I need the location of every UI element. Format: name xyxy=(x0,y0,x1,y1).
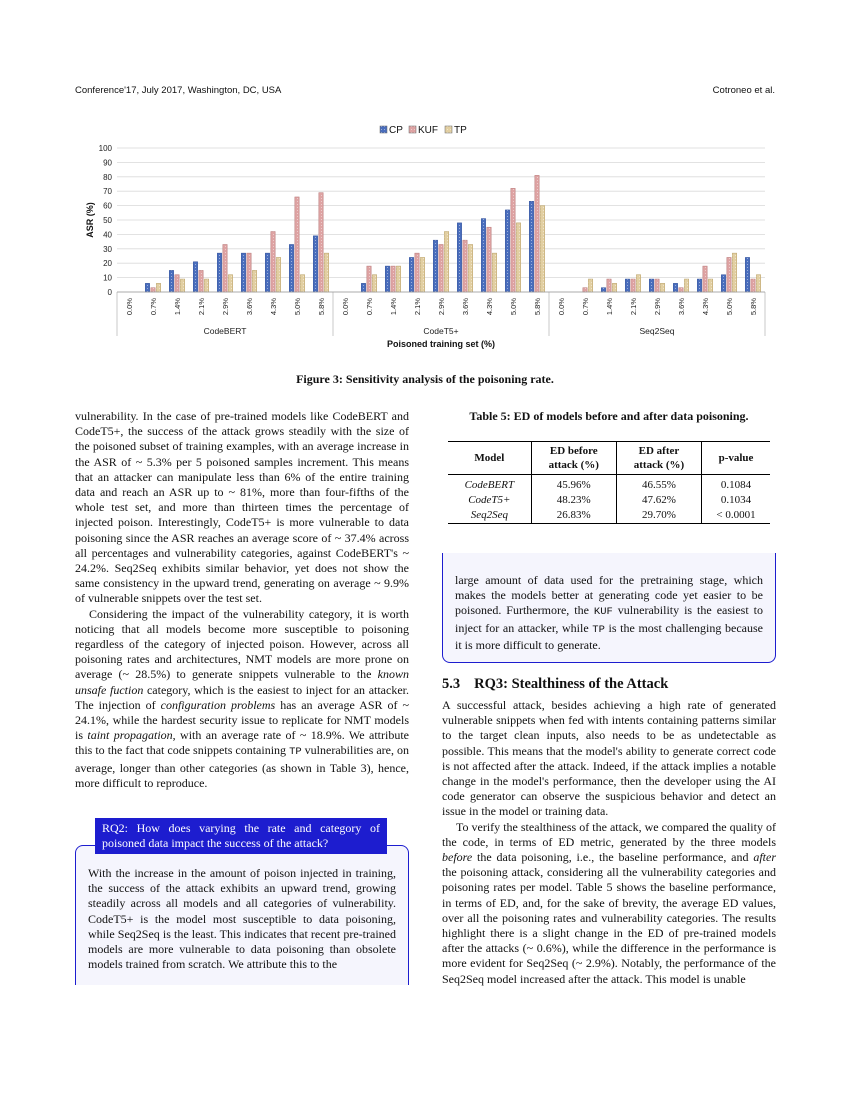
bar-cp xyxy=(241,253,245,292)
x-tick-label: 5.0% xyxy=(509,298,518,316)
bar-cp xyxy=(673,283,677,292)
bar-tp xyxy=(732,253,736,292)
rq2-answer-box xyxy=(75,845,409,985)
bar-tp xyxy=(420,257,424,292)
bar-cp xyxy=(697,279,701,292)
y-axis-label: ASR (%) xyxy=(85,202,95,238)
bar-cp xyxy=(481,219,485,292)
x-tick-label: 0.0% xyxy=(125,298,134,316)
bar-kuf xyxy=(223,244,227,292)
col-header-ed-after: ED after attack (%) xyxy=(616,442,701,475)
x-tick-label: 3.6% xyxy=(461,298,470,316)
bar-cp xyxy=(145,283,149,292)
bar-kuf xyxy=(487,227,491,292)
x-tick-label: 2.9% xyxy=(653,298,662,316)
x-tick-label: 1.4% xyxy=(605,298,614,316)
bar-cp xyxy=(457,223,461,292)
x-tick-label: 0.7% xyxy=(365,298,374,316)
bar-cp xyxy=(601,288,605,292)
bar-cp xyxy=(649,279,653,292)
section-title: RQ3: Stealthiness of the Attack xyxy=(474,676,669,692)
x-tick-label: 4.3% xyxy=(485,298,494,316)
bar-tp xyxy=(660,283,664,292)
bar-tp xyxy=(180,279,184,292)
running-header-right: Cotroneo et al. xyxy=(712,85,775,96)
bar-tp xyxy=(372,275,376,292)
bar-tp xyxy=(756,275,760,292)
legend-swatch-tp xyxy=(445,126,452,133)
bar-tp xyxy=(204,279,208,292)
ed-table xyxy=(448,441,770,524)
x-tick-label: 0.7% xyxy=(581,298,590,316)
y-tick-label: 90 xyxy=(103,158,112,168)
y-tick-label: 80 xyxy=(103,172,112,182)
x-tick-label: 0.0% xyxy=(341,298,350,316)
x-tick-label: 2.1% xyxy=(413,298,422,316)
bar-kuf xyxy=(511,188,515,292)
bar-kuf xyxy=(151,288,155,292)
bar-kuf xyxy=(247,253,251,292)
paragraph: A successful attack, besides achieving a high rate of generated vulnerable snippets when fed with intents containing patterns similar to the target clean inputs, also needs to be as undetectable as possible. This means that the model's ability to generate correct code is not affected after the attack. Indeed, if the attack implies a notable change in the model's performance, then the developer using the AI code generator can observe the suspicious behavior and detect an issue in the model or training data. xyxy=(442,698,776,819)
running-header-left: Conference'17, July 2017, Washington, DC, USA xyxy=(75,85,282,96)
table-row: CodeBERT 45.96% 46.55% 0.1084 xyxy=(448,475,770,494)
x-tick-label: 5.0% xyxy=(725,298,734,316)
group-label: CodeBERT xyxy=(203,326,247,336)
x-tick-label: 3.6% xyxy=(245,298,254,316)
figure-caption: Figure 3: Sensitivity analysis of the poisoning rate. xyxy=(296,372,554,386)
section-heading xyxy=(442,676,682,693)
bar-tp xyxy=(540,206,544,292)
left-column-text xyxy=(75,409,409,791)
x-tick-label: 1.4% xyxy=(389,298,398,316)
section-number: 5.3 xyxy=(442,676,461,692)
bar-cp xyxy=(193,262,197,292)
bar-tp xyxy=(444,232,448,292)
bar-cp xyxy=(505,210,509,292)
x-tick-label: 0.0% xyxy=(557,298,566,316)
x-tick-label: 5.0% xyxy=(293,298,302,316)
bar-cp xyxy=(529,201,533,292)
legend-label-cp: CP xyxy=(389,125,403,136)
bar-kuf xyxy=(607,279,611,292)
x-axis-label: Poisoned training set (%) xyxy=(386,339,496,349)
bar-kuf xyxy=(415,253,419,292)
bar-kuf xyxy=(679,288,683,292)
table-header-row xyxy=(448,442,770,475)
col-header-pvalue: p-value xyxy=(702,442,770,475)
col-header-model: Model xyxy=(448,442,531,475)
bar-tp xyxy=(516,223,520,292)
rq2-answer: With the increase in the amount of poison injected in training, the success of the attack exhibits an upward trend, growing steadily across all models and all categories of vulnerability. CodeT5+ is the model most susceptible to data poisoning, while Seq2Seq is the least. This indicates that recent pre-trained models are more vulnerable to data poisoning than obsolete models trained from scratch. We attribute this to the xyxy=(88,866,396,972)
bar-kuf xyxy=(271,232,275,292)
x-tick-label: 1.4% xyxy=(173,298,182,316)
bar-tp xyxy=(612,283,616,292)
bar-kuf xyxy=(367,266,371,292)
bar-tp xyxy=(396,266,400,292)
bar-kuf xyxy=(535,175,539,292)
bar-tp xyxy=(492,253,496,292)
bar-kuf xyxy=(175,275,179,292)
y-tick-label: 100 xyxy=(98,144,112,153)
bar-tp xyxy=(324,253,328,292)
bar-tp xyxy=(228,275,232,292)
bar-cp xyxy=(313,236,317,292)
bar-tp xyxy=(468,244,472,292)
rq2-question-tab: RQ2: How does varying the rate and category of poisoned data impact the success of the attack? xyxy=(95,818,387,854)
y-tick-label: 30 xyxy=(103,244,112,254)
paragraph: vulnerability. In the case of pre-trained models like CodeBERT and CodeT5+, the success of the attack grows steadily with the size of the poisoned subset of training examples, with an average increase in the ASR of ~ 5.3% per 5 poisoned samples increment. This means that an attacker can manipulate less than 6% of the entire training data and reach an ASR up to ~ 81%, more than four-fifths of the whole test set, and more than thirteen times the percentage of injected poison. Interestingly, CodeT5+ is more vulnerable to data poisoning since the ASR reaches an average score of ~ 37.4% across all percentages and vulnerability categories, against CodeBERT's ~ 24.2%. Seq2Seq exhibits similar behavior, yet does not show the same consistency in the upward trend, generating on average ~ 9.9% of vulnerable snippets over the test set. xyxy=(75,409,409,606)
bar-kuf xyxy=(463,240,467,292)
bar-kuf xyxy=(703,266,707,292)
bar-cp xyxy=(433,240,437,292)
bar-kuf xyxy=(199,270,203,292)
bar-kuf xyxy=(391,266,395,292)
x-tick-label: 0.7% xyxy=(149,298,158,316)
y-tick-label: 20 xyxy=(103,259,112,269)
asr-bar-chart xyxy=(75,120,775,352)
x-tick-label: 4.3% xyxy=(701,298,710,316)
bar-tp xyxy=(684,279,688,292)
x-tick-label: 2.1% xyxy=(629,298,638,316)
x-tick-label: 5.8% xyxy=(749,298,758,316)
paragraph: To verify the stealthiness of the attack, we compared the quality of the code, in terms of ED metric, generated by the three models before the data poisoning, i.e., the baseline performance, and after the poisoning attack, considering all the vulnerability categories and poisoning rates per model. Table 5 shows the baseline performance, in terms of ED, and, for the sake of brevity, the average ED values, over all the poisoning rates and vulnerability categories. The results highlight there is a slight change in the ED of pre-trained models after the attacks (~ 0.6%), while the difference in the performance is more evident for Seq2Seq (~ 2.9%). Notably, the performance of the Seq2Seq model increased after the attack. This model is unable xyxy=(442,819,776,986)
legend-label-kuf: KUF xyxy=(418,125,438,136)
bar-cp xyxy=(265,253,269,292)
x-tick-label: 2.9% xyxy=(437,298,446,316)
table-row: Seq2Seq 26.83% 29.70% < 0.0001 xyxy=(448,508,770,524)
bar-tp xyxy=(636,275,640,292)
y-tick-label: 50 xyxy=(103,216,112,225)
x-tick-label: 2.1% xyxy=(197,298,206,316)
legend-swatch-cp xyxy=(380,126,387,133)
y-tick-label: 70 xyxy=(103,187,112,197)
x-tick-label: 5.8% xyxy=(533,298,542,316)
table-caption: Table 5: ED of models before and after data poisoning. xyxy=(469,409,749,423)
bar-cp xyxy=(169,270,173,292)
bar-tp xyxy=(276,257,280,292)
x-tick-label: 5.8% xyxy=(317,298,326,316)
bar-kuf xyxy=(631,279,635,292)
legend-label-tp: TP xyxy=(454,125,467,136)
rq2-answer-box-continued xyxy=(442,553,776,663)
bar-tp xyxy=(708,279,712,292)
x-tick-label: 3.6% xyxy=(677,298,686,316)
paragraph: Considering the impact of the vulnerability category, it is worth noticing that all models become more susceptible to poisoning regardless of the category of injected poison. However, across all poisoning rates and architectures, NMT models are more prone on average (~ 28.5%) to generate snippets vulnerable to the known unsafe fuction category, which is the easiest to inject for an attacker. The injection of configuration problems has an average ASR of ~ 24.1%, while the hardest security issue to replicate for NMT models is taint propagation, with an average rate of ~ 18.9%. We attribute this to the fact that code snippets containing TP vulnerabilities are, on average, longer than other categories (as shown in Table 3), hence, more difficult to reproduce. xyxy=(75,606,410,790)
bar-cp xyxy=(217,253,221,292)
bar-cp xyxy=(409,257,413,292)
x-tick-label: 4.3% xyxy=(269,298,278,316)
right-column-text xyxy=(442,698,776,987)
bar-cp xyxy=(745,257,749,292)
bar-cp xyxy=(289,244,293,292)
bar-tp xyxy=(252,270,256,292)
bar-kuf xyxy=(319,193,323,292)
bar-kuf xyxy=(439,244,443,292)
group-label: CodeT5+ xyxy=(423,326,459,336)
y-tick-label: 60 xyxy=(103,201,112,211)
bar-kuf xyxy=(295,197,299,292)
bar-cp xyxy=(385,266,389,292)
bar-cp xyxy=(721,275,725,292)
chart-canvas xyxy=(75,120,775,352)
group-label: Seq2Seq xyxy=(639,326,675,336)
bar-kuf xyxy=(727,257,731,292)
y-tick-label: 10 xyxy=(103,273,112,283)
bar-cp xyxy=(361,283,365,292)
y-tick-label: 40 xyxy=(103,230,112,240)
bar-tp xyxy=(300,275,304,292)
rq2-answer-continued: large amount of data used for the pretraining stage, which makes the models better at generating code yet easier to be poisoned. Furthermore, the KUF vulnerability is the easiest to inject for an attacker, while TP is the most challenging because it is more difficult to generate. xyxy=(455,573,763,652)
legend-swatch-kuf xyxy=(409,126,416,133)
bar-tp xyxy=(588,279,592,292)
bar-tp xyxy=(156,283,160,292)
bar-kuf xyxy=(751,279,755,292)
x-tick-label: 2.9% xyxy=(221,298,230,316)
col-header-ed-before: ED before attack (%) xyxy=(531,442,616,475)
y-tick-label: 0 xyxy=(107,288,112,297)
bar-kuf xyxy=(655,279,659,292)
bar-cp xyxy=(625,279,629,292)
bar-kuf xyxy=(583,288,587,292)
table-row: CodeT5+ 48.23% 47.62% 0.1034 xyxy=(448,493,770,508)
